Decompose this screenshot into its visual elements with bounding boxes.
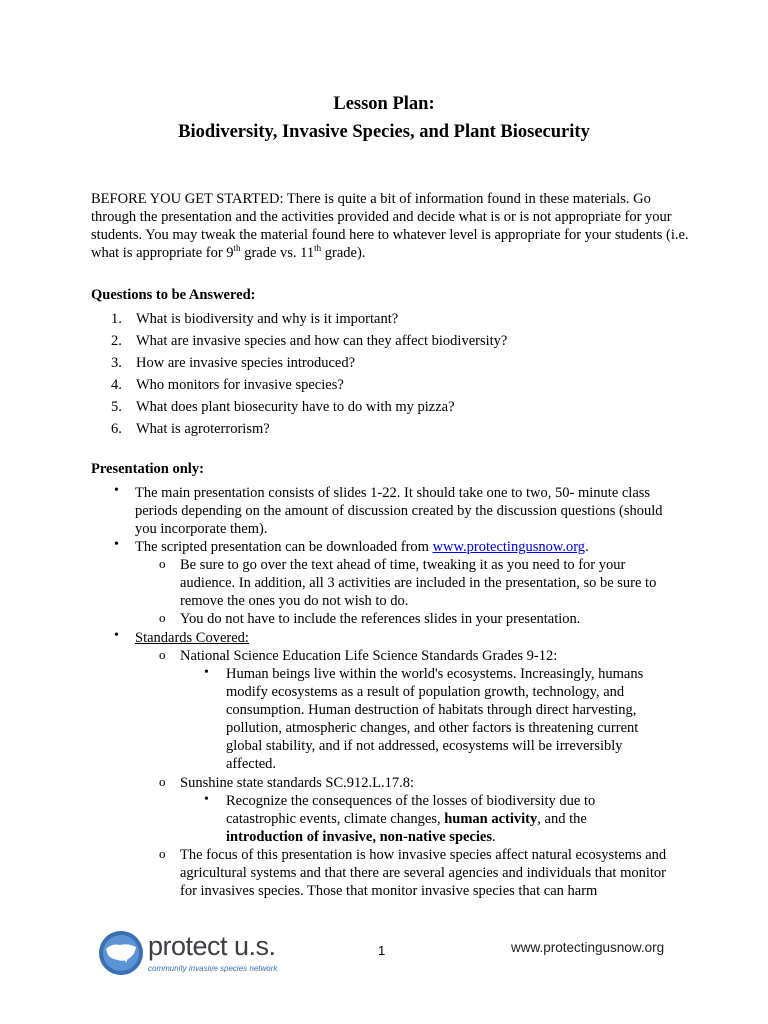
bullet-scripted-presentation: The scripted presentation can be downloaded from www.protectingusnow.org. [135,539,589,555]
circle-bullet-icon: o [159,647,166,662]
standard-biodiversity-losses: Recognize the consequences of the losses of biodiversity due to catastrophic events, climate changes, human activity, and the introduction of invasive, non-native species. [226,793,596,845]
bullet-icon: • [114,483,119,498]
sub-item-sunshine-standards: Sunshine state standards SC.912.L.17.8: [180,775,415,791]
sub-item-national-standards: National Science Education Life Science Standards Grades 9-12: [180,648,558,664]
title-line-1: Lesson Plan: [333,94,435,114]
title-line-2: Biodiversity, Invasive Species, and Plant Biosecurity [178,122,590,142]
questions-heading: Questions to be Answered: [91,287,256,303]
list-item: 6. What is agroterrorism? [111,421,270,437]
circle-bullet-icon: o [159,846,166,861]
presentation-heading: Presentation only: [91,461,204,477]
protect-us-logo [98,929,278,981]
list-item: 3. How are invasive species introduced? [111,355,356,371]
bullet-icon: • [204,792,209,807]
bullet-main-presentation: The main presentation consists of slides 1-22. It should take one to two, 50- minute class periods depending on the amount of discussion created by the discussion questions (should you incorporate them). [135,485,663,537]
questions-list [91,308,691,440]
bullet-icon: • [114,537,119,552]
circle-bullet-icon: o [159,556,166,571]
intro-paragraph: BEFORE YOU GET STARTED: There is quite a bit of information found in these materials. Go through the presentation and the activities provided and decide what is or is not appropriate for your students. You may tweak the material found here to whatever level is appropriate for your students (i.e. what is appropriate for 9th grade vs. 11th grade). [91,191,689,261]
list-item: 4. Who monitors for invasive species? [111,377,344,393]
standards-covered-heading: Standards Covered: [135,630,249,646]
circle-bullet-icon: o [159,610,166,625]
sub-item-presentation-focus: The focus of this presentation is how invasive species affect natural ecosystems and agricultural systems and that there are several agencies and individuals that monitor for invasives species. Those that monitor invasive species that can harm [180,847,667,899]
standard-human-ecosystems: Human beings live within the world's ecosystems. Increasingly, humans modify ecosystems as a result of population growth, technology, and consumption. Human destruction of habitats through direct harvesting, pollution, atmospheric changes, and other factors is threatening current global stability, and if not addressed, ecosystems will be irreversibly affected. [226,666,644,772]
globe-logo-icon [98,929,144,977]
sub-item-review-text: Be sure to go over the text ahead of time, tweaking it as you need to for your audience. In addition, all 3 activities are included in the presentation, so be sure to remove the ones you do not wish to do. [180,557,657,609]
sub-item-references: You do not have to include the references slides in your presentation. [180,611,581,627]
page-number: 1 [378,943,386,958]
logo-tagline: community invasive species network [148,964,278,973]
logo-wordmark: protect u.s. [148,931,276,961]
bullet-icon: • [204,665,209,680]
protectingusnow-link[interactable]: www.protectingusnow.org [432,539,586,555]
footer-url: www.protectingusnow.org [511,940,665,955]
list-item: 5. What does plant biosecurity have to do with my pizza? [111,399,455,415]
list-item: 2. What are invasive species and how can they affect biodiversity? [111,333,508,349]
list-item: 1. What is biodiversity and why is it important? [111,311,399,327]
bullet-icon: • [114,628,119,643]
circle-bullet-icon: o [159,774,166,789]
